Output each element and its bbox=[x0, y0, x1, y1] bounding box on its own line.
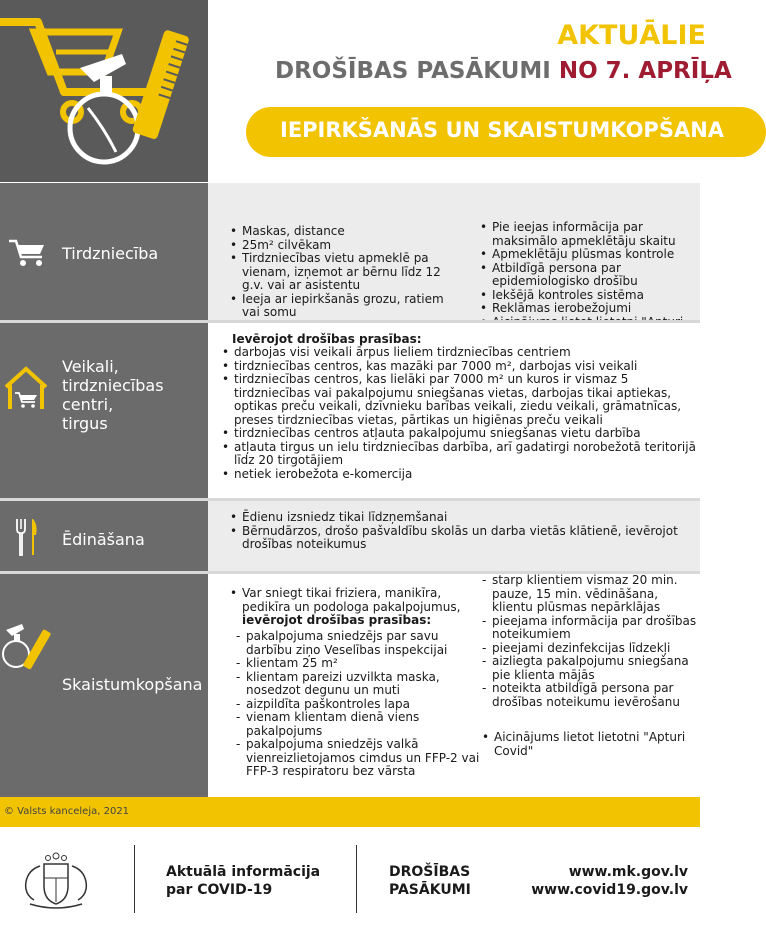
row-veikali bbox=[0, 323, 700, 498]
list-item: • darbojas visi veikali ārpus lieliem tirdzniecības centriem bbox=[222, 346, 700, 360]
row-content bbox=[208, 574, 700, 797]
row-content bbox=[208, 323, 700, 498]
hero-illustration-panel bbox=[0, 0, 208, 182]
comb-icon bbox=[0, 0, 208, 182]
row-skaistumkopsana bbox=[0, 574, 700, 797]
footer-measures-line: PASĀKUMI bbox=[389, 882, 471, 898]
edinasana-list bbox=[230, 511, 700, 552]
footer-info-line: par COVID-19 bbox=[166, 882, 273, 898]
footer-measures-line: DROŠĪBAS bbox=[389, 864, 471, 880]
spray-bottle-icon bbox=[0, 620, 50, 676]
row-tirdznieciba bbox=[0, 183, 700, 320]
title-line2 bbox=[275, 58, 732, 84]
list-item: • Reklāmas ierobežojumi bbox=[480, 302, 700, 316]
list-item: • Ieeja ar iepirkšanās grozu, ratiem vai somu bbox=[230, 293, 460, 320]
tirdznieciba-list-left bbox=[230, 225, 460, 333]
footer-info bbox=[166, 863, 320, 899]
row-label-panel bbox=[0, 183, 208, 320]
skaistumkopsana-list-right bbox=[482, 574, 700, 709]
veikali-intro: Ievērojot drošības prasības: bbox=[232, 332, 422, 346]
row-label-panel bbox=[0, 501, 208, 571]
list-item: • Tirdzniecības vietu apmeklē pa vienam, izņemot ar bērnu līdz 12 g.v. vai ar asistentu bbox=[230, 252, 460, 293]
list-item: - noteikta atbildīgā persona par drošības noteikumu ievērošanu bbox=[482, 682, 700, 709]
row-title: Skaistumkopšana bbox=[62, 675, 203, 694]
copyright: © Valsts kanceleja, 2021 bbox=[4, 806, 130, 817]
skaistumkopsana-list-left bbox=[236, 630, 481, 779]
list-item: • Apmeklētāju plūsmas kontrole bbox=[480, 248, 700, 262]
list-item: • tirdzniecības centros atļauta pakalpojumu sniegšanas vietu darbība bbox=[222, 427, 700, 441]
title-line1: AKTUĀLIE bbox=[557, 20, 706, 51]
list-item: • Aicinājums lietot lietotni "Apturi Covid" bbox=[482, 731, 700, 758]
lead-bold: ievērojot drošības prasības: bbox=[242, 613, 432, 627]
list-item: - pakalpojuma sniedzējs par savu darbību ziņo Veselības inspekcijai bbox=[236, 630, 481, 657]
lead-text: Var sniegt tikai friziera, manikīra, pedikīra un podologa pakalpojumus, bbox=[242, 586, 461, 614]
footer-url-link[interactable]: www.mk.gov.lv bbox=[568, 864, 688, 880]
list-item: • tirdzniecības centros, kas mazāki par 7000 m², darbojas visi veikali bbox=[222, 360, 700, 374]
row-title-line: tirdzniecības bbox=[62, 376, 164, 395]
footer-divider bbox=[134, 845, 135, 913]
list-item: • Maskas, distance bbox=[230, 225, 460, 239]
list-item: • netiek ierobežota e-komercija bbox=[222, 468, 700, 482]
list-item: - vienam klientam dienā viens pakalpojums bbox=[236, 711, 481, 738]
row-title bbox=[62, 357, 164, 433]
row-label-panel bbox=[0, 574, 208, 797]
house-cart-icon bbox=[2, 365, 50, 411]
list-item: • 25m² cilvēkam bbox=[230, 239, 460, 253]
list-item: - klientam pareizi uzvilkta maska, nosedzot degunu un muti bbox=[236, 671, 481, 698]
row-content bbox=[208, 183, 700, 320]
list-item: • Iekšējā kontroles sistēma bbox=[480, 289, 700, 303]
row-title-line: centri, bbox=[62, 395, 114, 414]
row-title: Tirdzniecība bbox=[62, 244, 159, 263]
list-item: • tirdzniecības centros, kas lielāki par 7000 m² un kuros ir vismaz 5 tirdzniecības vai pakalpojumu sniegšanas vietas, darbojas tikai aptiekas, optikas preču veikali, dzīvnieku barības veikali, ziedu veikali, grāmatnīcas, preses tirdzniecības vietas, pārtikas un higiēnas preču veikali bbox=[222, 373, 700, 427]
list-item: - aizliegta pakalpojumu sniegšana pie klienta mājās bbox=[482, 655, 700, 682]
footer-divider bbox=[356, 845, 357, 913]
fork-knife-icon bbox=[14, 517, 40, 557]
list-item: • Atbildīgā persona par epidemiologisko drošību bbox=[480, 262, 700, 289]
bullet: • bbox=[230, 586, 238, 600]
skaistumkopsana-lead bbox=[230, 587, 475, 628]
list-item: - pieejami dezinfekcijas līdzekļi bbox=[482, 642, 700, 656]
footer-url-link[interactable]: www.covid19.gov.lv bbox=[531, 882, 688, 898]
list-item: - aizpildīta paškontroles lapa bbox=[236, 698, 481, 712]
shopping-cart-icon bbox=[8, 237, 48, 269]
coat-of-arms-icon bbox=[14, 848, 98, 912]
row-title-line: tirgus bbox=[62, 414, 108, 433]
title-line2-gray: DROŠĪBAS PASĀKUMI bbox=[275, 58, 559, 84]
row-edinasana bbox=[0, 501, 700, 571]
list-item: • Pie ieejas informācija par maksimālo apmeklētāju skaitu bbox=[480, 221, 700, 248]
skaistumkopsana-app-note bbox=[482, 731, 700, 758]
pill-title: IEPIRKŠANĀS UN SKAISTUMKOPŠANA bbox=[280, 118, 725, 142]
row-title: Ēdināšana bbox=[62, 530, 145, 549]
list-item: • atļauta tirgus un ielu tirdzniecības darbība, arī gadatirgi norobežotā teritorijā līdz 20 tirgotājiem bbox=[222, 441, 700, 468]
list-item: - klientam 25 m² bbox=[236, 657, 481, 671]
veikali-list bbox=[222, 346, 700, 481]
footer-measures bbox=[389, 863, 471, 899]
list-item: - starp klientiem vismaz 20 min. pauze, 15 min. vēdināšana, klientu plūsmas nepārklājas bbox=[482, 574, 700, 615]
footer-urls bbox=[531, 863, 688, 899]
row-content bbox=[208, 501, 700, 571]
title-line2-red: NO 7. APRĪĻA bbox=[558, 58, 732, 84]
list-item: - pieejama informācija par drošības noteikumiem bbox=[482, 615, 700, 642]
list-item: • Bērnudārzos, drošo pašvaldību skolās un darba vietās klātienē, ievērojot drošības noteikumus bbox=[230, 525, 700, 552]
list-item: - pakalpojuma sniedzējs valkā vienreizlietojamos cimdus un FFP-2 vai FFP-3 respiratoru bez vārsta bbox=[236, 738, 481, 779]
row-title-line: Veikali, bbox=[62, 357, 119, 376]
footer-info-line: Aktuālā informācija bbox=[166, 864, 321, 880]
list-item: • Ēdienu izsniedz tikai līdzņemšanai bbox=[230, 511, 700, 525]
lead-item bbox=[230, 587, 475, 628]
row-label-panel bbox=[0, 323, 208, 498]
